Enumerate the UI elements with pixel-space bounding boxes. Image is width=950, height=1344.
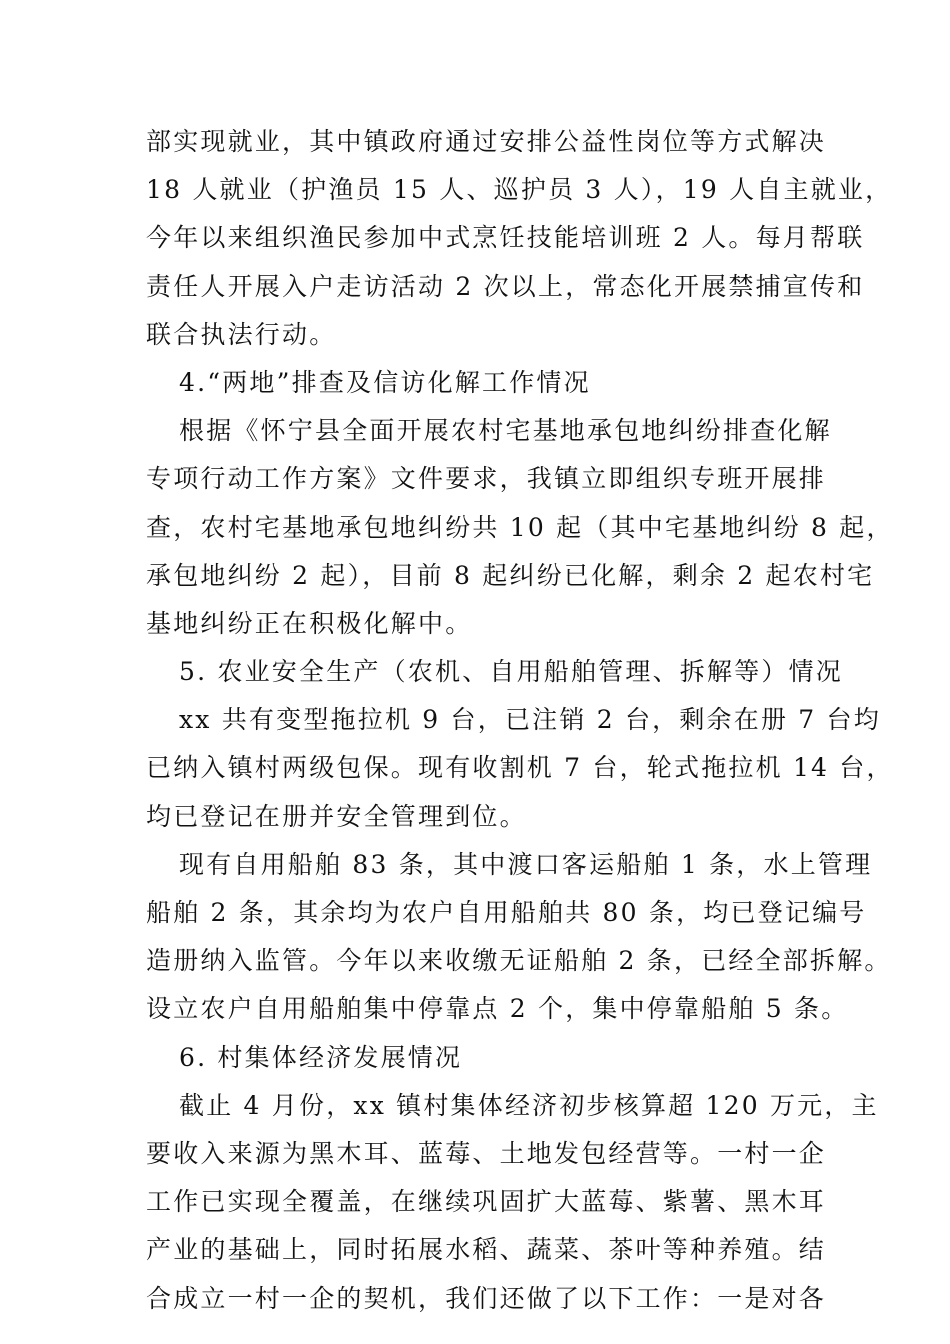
text-line: 均已登记在册并安全管理到位。 xyxy=(146,801,527,831)
paragraph-start: 根据《怀宁县全面开展农村宅基地承包地纠纷排查化解 xyxy=(179,416,832,446)
text-line: 造册纳入监管。今年以来收缴无证船舶 2 条，已经全部拆解。 xyxy=(146,946,892,976)
text-line: 查，农村宅基地承包地纠纷共 10 起（其中宅基地纠纷 8 起， xyxy=(146,512,894,542)
text-line: 产业的基础上，同时拓展水稻、蔬菜、茶叶等种养殖。结 xyxy=(146,1235,827,1265)
text-line: 设立农户自用船舶集中停靠点 2 个，集中停靠船舶 5 条。 xyxy=(146,994,849,1024)
paragraph-start: 截止 4 月份，xx 镇村集体经济初步核算超 120 万元，主 xyxy=(179,1090,879,1120)
text-line: 工作已实现全覆盖，在继续巩固扩大蓝莓、紫薯、黑木耳 xyxy=(146,1187,827,1217)
section-heading: 6. 村集体经济发展情况 xyxy=(179,1042,463,1072)
text-line: 今年以来组织渔民参加中式烹饪技能培训班 2 人。每月帮联 xyxy=(146,223,865,253)
text-line: 船舶 2 条，其余均为农户自用船舶共 80 条，均已登记编号 xyxy=(146,898,867,927)
text-line: 已纳入镇村两级包保。现有收割机 7 台，轮式拖拉机 14 台， xyxy=(146,753,894,783)
text-line: 基地纠纷正在积极化解中。 xyxy=(146,608,473,638)
text-line: 部实现就业，其中镇政府通过安排公益性岗位等方式解决 xyxy=(146,127,827,156)
text-line: 18 人就业（护渔员 15 人、巡护员 3 人），19 人自主就业， xyxy=(146,175,893,205)
section-heading: 5. 农业安全生产（农机、自用船舶管理、拆解等）情况 xyxy=(179,657,844,687)
text-line: 责任人开展入户走访活动 2 次以上，常态化开展禁捕宣传和 xyxy=(146,271,865,301)
text-line: 合成立一村一企的契机，我们还做了以下工作：一是对各 xyxy=(146,1283,827,1313)
section-heading: 4.“两地”排查及信访化解工作情况 xyxy=(179,367,591,397)
text-line: 专项行动工作方案》文件要求，我镇立即组织专班开展排 xyxy=(146,464,827,494)
paragraph-start: xx 共有变型拖拉机 9 台，已注销 2 台，剩余在册 7 台均 xyxy=(179,705,881,735)
text-line: 承包地纠纷 2 起），目前 8 起纠纷已化解，剩余 2 起农村宅 xyxy=(146,560,875,590)
document-body xyxy=(146,118,894,1323)
paragraph-start: 现有自用船舶 83 条，其中渡口客运船舶 1 条，水上管理 xyxy=(179,849,873,879)
text-line: 要收入来源为黑木耳、蓝莓、土地发包经营等。一村一企 xyxy=(146,1138,827,1168)
text-line: 联合执法行动。 xyxy=(146,319,337,349)
